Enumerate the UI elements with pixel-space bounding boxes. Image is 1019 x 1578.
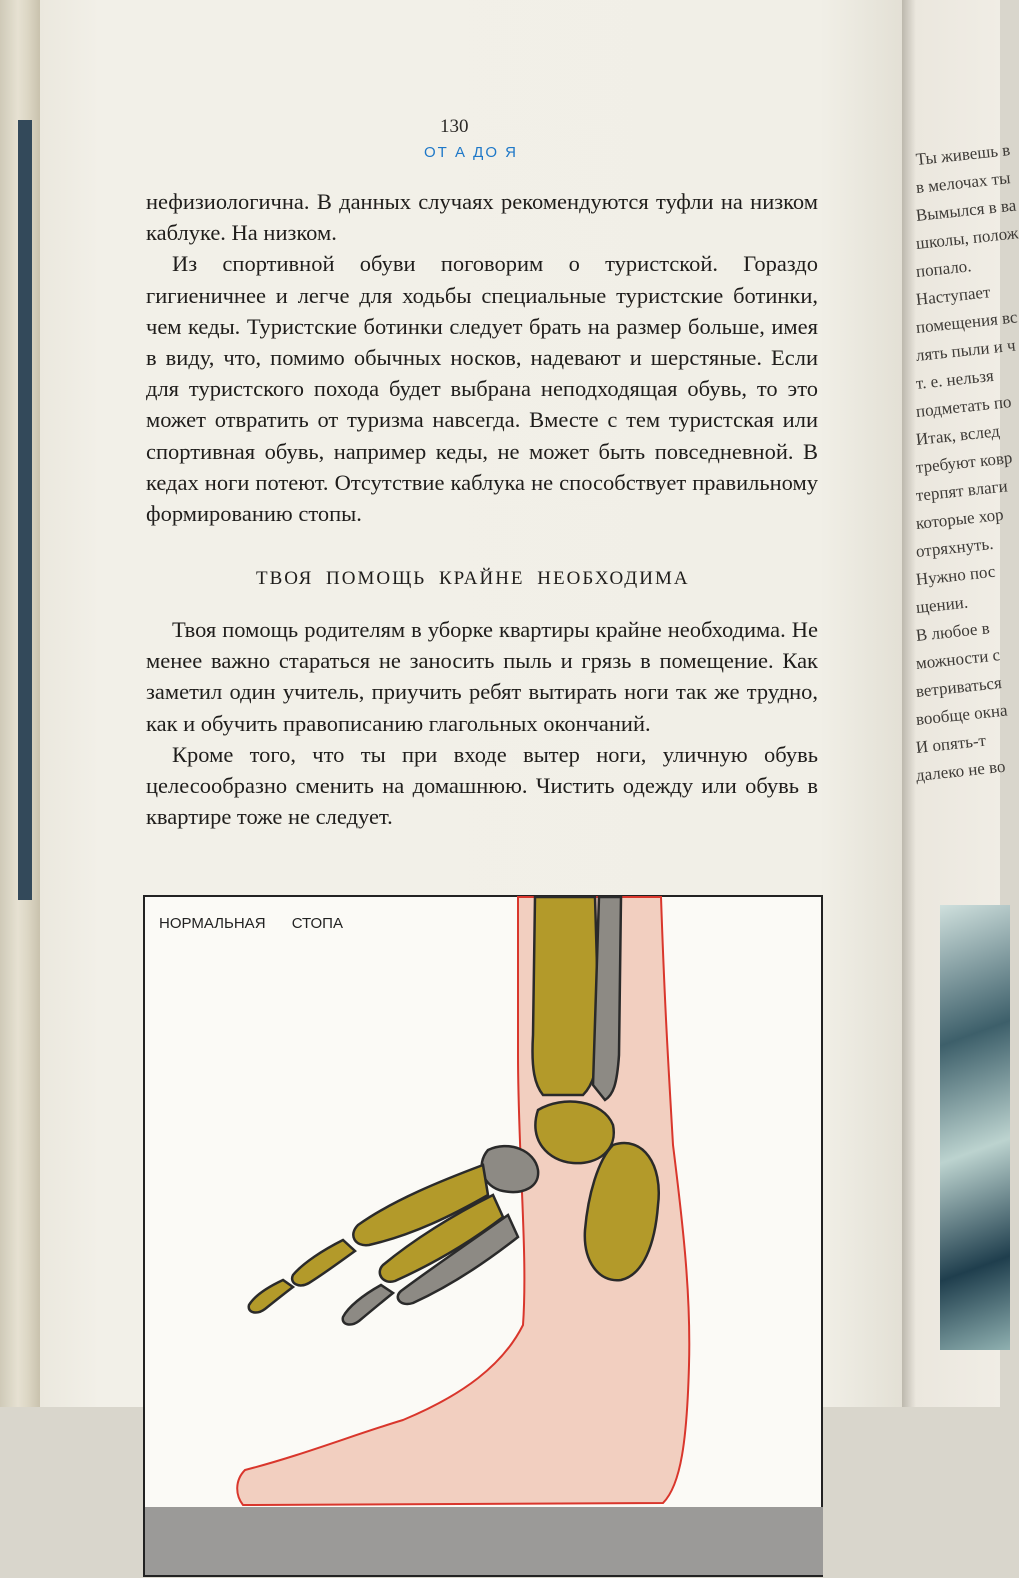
talus-bone — [535, 1102, 613, 1164]
cover-stripe — [18, 120, 32, 900]
foot-illustration — [143, 895, 825, 1578]
fibula-bone — [593, 897, 621, 1100]
facing-page-line: в мелочах ты — [914, 168, 1012, 197]
tibia-bone — [532, 897, 599, 1095]
facing-page-line: отряхнуть. — [914, 533, 995, 561]
paragraph: нефизиологична. В данных случаях рекомендуются туфли на низком каблуке. На низком. — [146, 189, 818, 246]
phalanx-bone — [249, 1280, 293, 1312]
facing-page-line: попало. — [914, 256, 973, 281]
text-block-top — [146, 186, 818, 529]
paragraph: Кроме того, что ты при входе вытер ноги, уличную обувь целесообразно сменить на домашнюю. Чистить одежду или обувь в квартире тоже не следует. — [146, 741, 818, 830]
facing-page-line: Вымылся в ва — [914, 195, 1018, 225]
facing-page-line: т. е. нельзя — [914, 365, 995, 393]
illustration-label: НОРМАЛЬНАЯ СТОПА — [159, 915, 343, 932]
facing-page-line: ветриваться — [914, 673, 1003, 701]
book-spine-edge — [0, 0, 40, 1407]
facing-page-line: школы, полож — [914, 223, 1019, 253]
facing-page-line: Ты живешь в — [914, 140, 1012, 169]
running-head: ОТ А ДО Я — [424, 144, 518, 161]
section-heading: ТВОЯ ПОМОЩЬ КРАЙНЕ НЕОБХОДИМА — [256, 568, 690, 589]
facing-page-line: подметать по — [914, 392, 1013, 421]
phalanx-bone — [343, 1285, 393, 1324]
foot-skeleton-drawing — [143, 895, 825, 1578]
facing-page-line: требуют ковр — [914, 447, 1014, 477]
facing-page-line: щении. — [914, 592, 969, 617]
facing-page-line: Наступает — [914, 282, 992, 309]
facing-page-line: можности с — [914, 645, 1001, 673]
floor-surface — [145, 1507, 823, 1575]
facing-page-line: которые хор — [914, 504, 1005, 533]
facing-page-line: И опять-т — [914, 730, 987, 757]
facing-page-line: лять пыли и ч — [914, 335, 1017, 365]
facing-page-line: Нужно пос — [914, 561, 997, 589]
phalanx-bone — [292, 1240, 355, 1285]
facing-page-line: далеко не во — [914, 756, 1007, 785]
facing-page-photo — [940, 905, 1010, 1350]
facing-page-line: вообще окна — [914, 700, 1009, 729]
facing-page-line: В любое в — [914, 618, 991, 645]
facing-page — [902, 0, 1019, 1407]
page-number: 130 — [440, 116, 469, 137]
text-block-bottom — [146, 614, 818, 832]
facing-page-line: помещения вс — [914, 307, 1019, 337]
paragraph: Твоя помощь родителям в уборке квартиры крайне необходима. Не менее важно стараться не заносить пыль и грязь в помещение. Как заметил один учитель, приучить ребят вытирать ноги так же трудно, как и обучить правописанию глагольных окончаний. — [146, 617, 818, 736]
facing-page-line: Итак, вслед — [914, 421, 1001, 449]
paragraph: Из спортивной обуви поговорим о туристской. Гораздо гигиеничнее и легче для ходьбы специальные туристские ботинки, чем кеды. Туристские ботинки следует брать на размер больше, имея в виду, что, помимо обычных носков, надевают и шерстяные. Если для туристского похода будет выбрана неподходящая обувь, то это может отвратить от туризма навсегда. Вместе с тем туристская или спортивная обувь, например кеды, не может быть повседневной. В кедах ноги потеют. Отсутствие каблука не способствует правильному формированию стопы. — [146, 251, 818, 527]
facing-page-line: терпят влаги — [914, 476, 1009, 505]
